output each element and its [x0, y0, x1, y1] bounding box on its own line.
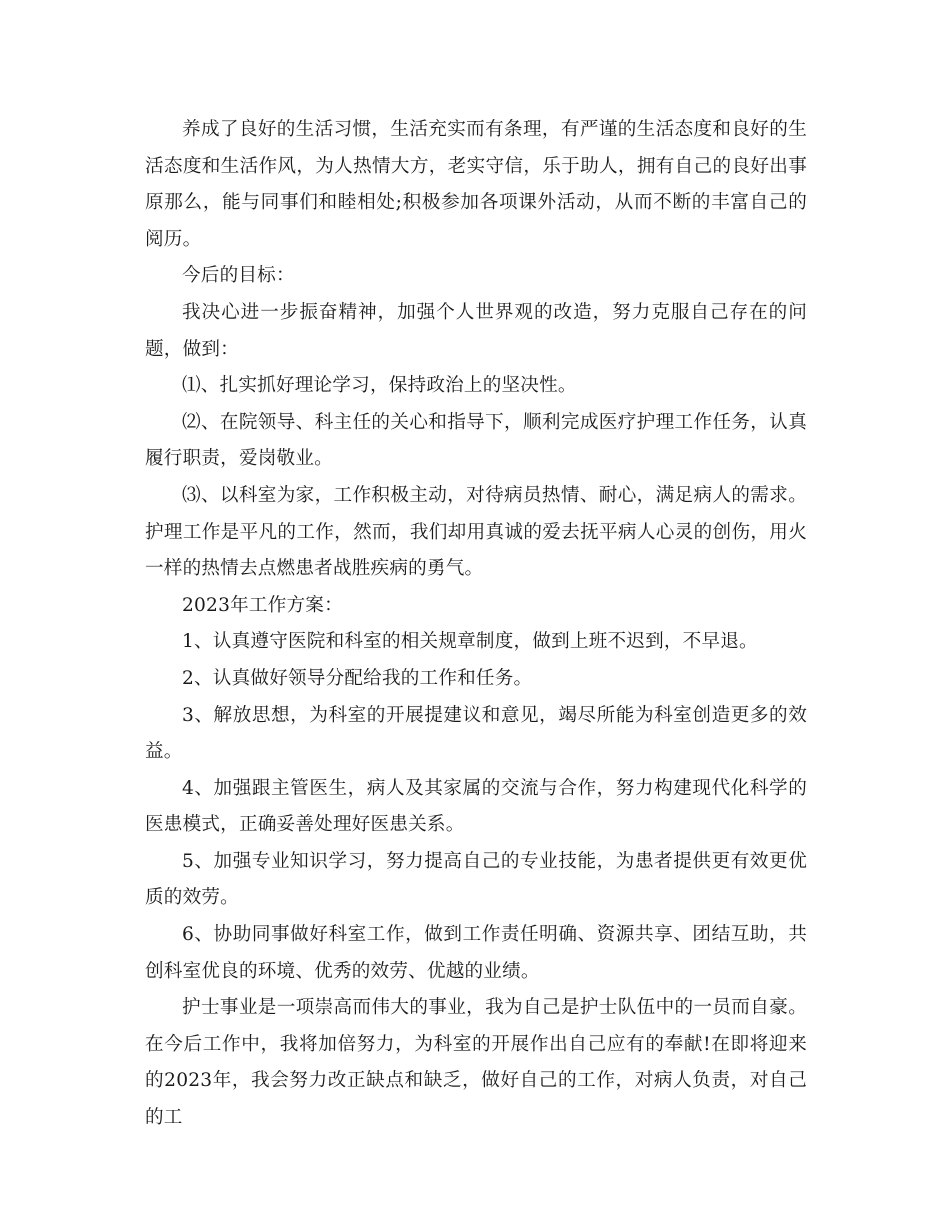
- plan-item-3: 3、解放思想，为科室的开展提建议和意见，竭尽所能为科室创造更多的效益。: [145, 704, 807, 763]
- plan-item-1: 1、认真遵守医院和科室的相关规章制度，做到上班不迟到，不早退。: [182, 631, 758, 653]
- heading-future-goals: 今后的目标：: [182, 265, 295, 287]
- plan-item-5: 5、加强专业知识学习，努力提高自己的专业技能，为患者提供更有效更优质的效劳。: [145, 850, 807, 909]
- heading-work-plan: 2023年工作方案：: [182, 594, 343, 616]
- goal-item-3: ⑶、以科室为家，工作积极主动，对待病员热情、耐心，满足病人的需求。护理工作是平凡的工作，然而，我们却用真诚的爱去抚平病人心灵的创伤，用火一样的热情去点燃患者战胜疾病的勇气。: [145, 484, 807, 580]
- paragraph-habits: 养成了良好的生活习惯，生活充实而有条理，有严谨的生活态度和良好的生活态度和生活作风，为人热情大方，老实守信，乐于助人，拥有自己的良好出事原那么，能与同事们和睦相处;积极参加各项课外活动，从而不断的丰富自己的阅历。: [145, 119, 807, 250]
- goal-item-2: ⑵、在院领导、科主任的关心和指导下，顺利完成医疗护理工作任务，认真履行职责，爱岗敬业。: [145, 411, 807, 470]
- plan-item-4: 4、加强跟主管医生，病人及其家属的交流与合作，努力构建现代化科学的医患模式，正确妥善处理好医患关系。: [145, 777, 807, 836]
- paragraph-resolution: 我决心进一步振奋精神，加强个人世界观的改造，努力克服自己存在的问题，做到：: [145, 301, 807, 360]
- plan-item-2: 2、认真做好领导分配给我的工作和任务。: [182, 667, 533, 689]
- goal-item-1: ⑴、扎实抓好理论学习，保持政治上的坚决性。: [182, 375, 577, 397]
- document-page: [145, 112, 807, 1137]
- plan-item-6: 6、协助同事做好科室工作，做到工作责任明确、资源共享、团结互助，共创科室优良的环境、优秀的效劳、优越的业绩。: [145, 924, 807, 982]
- paragraph-conclusion: 护士事业是一项崇高而伟大的事业，我为自己是护士队伍中的一员而自豪。在今后工作中，我将加倍努力，为科室的开展作出自己应有的奉献!在即将迎来的2023年，我会努力改正缺点和缺乏，做好自己的工作，对病人负责，对自己的工: [145, 997, 807, 1129]
